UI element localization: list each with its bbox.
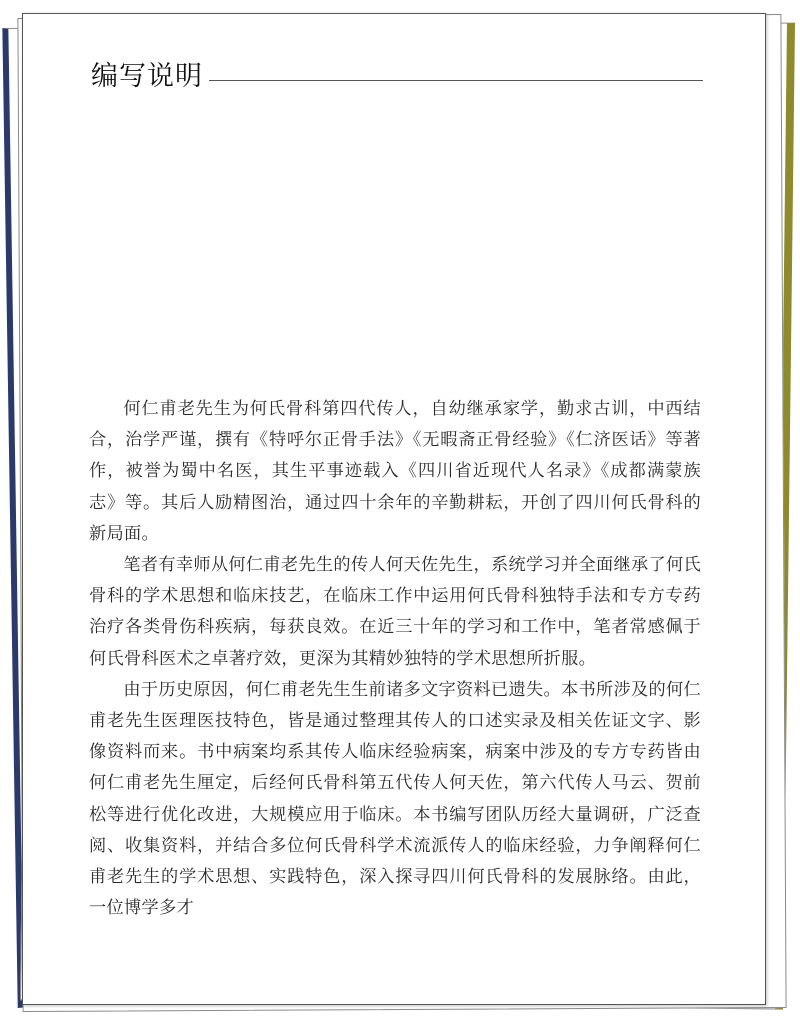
title-rule — [209, 80, 703, 81]
page-title: 编写说明 — [91, 61, 203, 92]
paragraph-3: 由于历史原因，何仁甫老先生生前诸多文字资料已遗失。本书所涉及的何仁甫老先生医理医技特色，皆是通过整理其传人的口述实录及相关佐证文字、影像资料而来。书中病案均系其传人临床经验病案，病案中涉及的专方专药皆由何仁甫老先生厘定，后经何氏骨科第五代传人何天佐，第六代传人马云、贺前松等进行优化改进，大规模应用于临床。本书编写团队历经大量调研，广泛查阅、收集资料，并结合多位何氏骨科学术流派传人的临床经验，力争阐释何仁甫老先生的学术思想、实践特色，深入探寻四川何氏骨科的发展脉络。由此，一位博学多才 — [89, 679, 701, 919]
title-row — [91, 54, 703, 94]
body-text — [89, 394, 701, 924]
paragraph-1: 何仁甫老先生为何氏骨科第四代传人，自幼继承家学，勤求古训，中西结合，治学严谨，撰有《特呼尔正骨手法》《无暇斋正骨经验》《仁济医话》等著作，被誉为蜀中名医，其生平事迹载入《四川省近现代人名录》《成都满蒙族志》等。其后人励精图治，通过四十余年的辛勤耕耘，开创了四川何氏骨科的新局面。 — [89, 399, 701, 544]
paragraph-2: 笔者有幸师从何仁甫老先生的传人何天佐先生，系统学习并全面继承了何氏骨科的学术思想和临床技艺，在临床工作中运用何氏骨科独特手法和专方专药治疗各类骨伤科疾病，每获良效。在近三十年的学习和工作中，笔者常感佩于何氏骨科医术之卓著疗效，更深为其精妙独特的学术思想所折服。 — [89, 555, 701, 669]
document-page — [22, 13, 766, 1005]
